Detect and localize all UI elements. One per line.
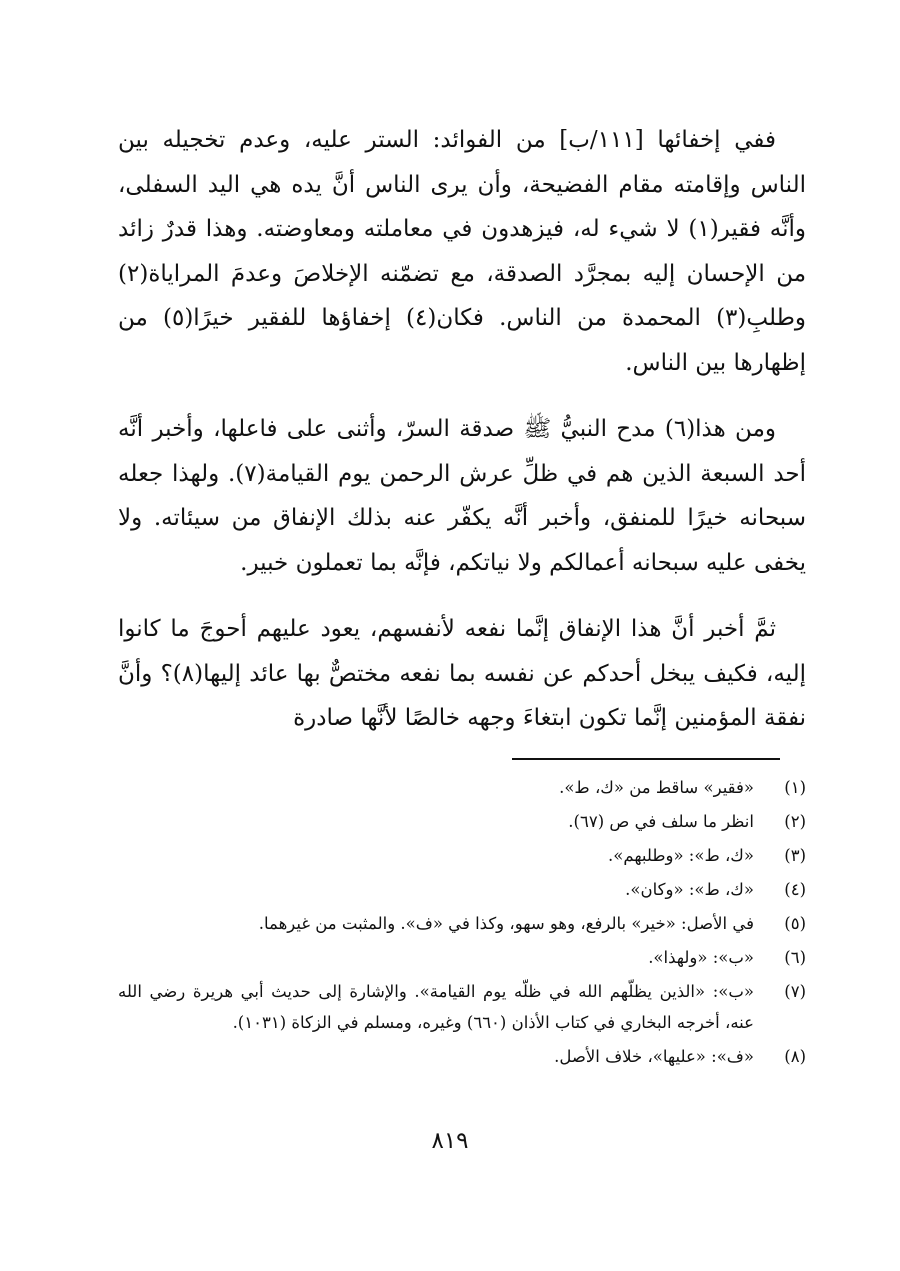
footnote-text: الزكاة (١٠٣١). (232, 1013, 332, 1032)
footnote-number: (٥) (784, 914, 806, 933)
footnote-number: (٦) (784, 948, 806, 967)
footnotes (118, 772, 806, 1075)
footnote-number: (٤) (784, 880, 806, 899)
page-number: ٨١٩ (431, 1128, 469, 1154)
footnote-1 (118, 772, 806, 803)
footnote-7 (118, 976, 806, 1038)
text-line: جعله سبحانه خيرًا للمنفق، وأخبر أنَّه يكفّر عنه بذلك الإنفاق من سيئاته. (118, 460, 807, 531)
footnote-text: «ك، ط»: «وكان». (625, 880, 754, 899)
text-line: إظهارها بين الناس. (625, 349, 806, 376)
footnote-5 (118, 908, 806, 939)
main-text (118, 118, 806, 741)
footnote-number: (٧) (784, 982, 806, 1001)
footnote-text: انظر ما سلف في ص (٦٧). (568, 812, 754, 831)
text-line: فقير(١) لا شيء له، فيزهدون في معاملته ومعاوضته. وهذا قدرٌ زائد من (118, 216, 807, 287)
paragraph-2 (118, 407, 806, 585)
text-line: إليها(٨)؟ وأنَّ نفقة المؤمنين إنَّما تكون ابتغاءَ وجهه خالصًا لأنَّها صادرة (118, 660, 806, 731)
footnote-6 (118, 942, 806, 973)
footnote-text: «ب»: «الذين يظلّهم الله في ظلّه يوم القيامة». والإشارة إلى حديث أبي هريرة (192, 982, 754, 1001)
footnote-3 (118, 840, 806, 871)
footnote-text: في الأصل: «خير» بالرفع، وهو سهو، وكذا في «ف». والمثبت من غيرهما. (258, 914, 754, 933)
footnote-number: (٣) (784, 846, 806, 865)
footnote-4 (118, 874, 806, 905)
footnote-divider (512, 758, 780, 760)
text-line: وطلبِ(٣) المحمدة من الناس. فكان(٤) إخفاؤها للفقير خيرًا(٥) من (118, 305, 806, 331)
footnote-8 (118, 1041, 806, 1072)
paragraph-3 (118, 607, 806, 741)
footnote-text: رضي الله عنه، أخرجه البخاري في كتاب الأذان (٦٦٠) وغيره، ومسلم في (118, 982, 754, 1032)
footnote-text: «ك، ط»: «وطلبهم». (608, 846, 754, 865)
footnote-text: «ب»: «ولهذا». (648, 948, 754, 967)
footnote-number: (١) (784, 778, 806, 797)
paragraph-1 (118, 118, 806, 385)
text-line: ولا يخفى عليه سبحانه أعمالكم ولا نياتكم، فإنَّه بما تعملون خبير. (118, 505, 806, 576)
text-line: ومن هذا(٦) مدح النبيُّ ﷺ صدقة السرّ، وأثنى على فاعلها، وأخبر (152, 416, 776, 442)
footnote-text: «فقير» ساقط من «ك، ط». (559, 778, 754, 797)
footnote-number: (٨) (784, 1047, 806, 1066)
text-line: ثمَّ أخبر أنَّ هذا الإنفاق إنَّما نفعه لأنفسهم، يعود عليهم أحوجَ ما (170, 616, 776, 642)
text-line: أنَّه أحد السبعة الذين هم في ظلِّ عرش الرحمن يوم القيامة(٧). ولهذا (118, 416, 807, 487)
text-line: الإحسان إليه بمجرَّد الصدقة، مع تضمّنه الإخلاصَ وعدمَ المراياة(٢) (118, 260, 765, 287)
text-line: كانوا إليه، فكيف يبخل أحدكم عن نفسه بما نفعه مختصٌّ بها عائد (118, 616, 807, 687)
footnote-number: (٢) (784, 812, 806, 831)
footnote-text: «ف»: «عليها»، خلاف الأصل. (554, 1047, 754, 1066)
footnote-2 (118, 806, 806, 837)
text-line: ففي إخفائها [١١١/ب] من الفوائد: الستر عليه، وعدم تخجيله بين الناس (118, 127, 806, 198)
text-line: وإقامته مقام الفضيحة، وأن يرى الناس أنَّ يده هي اليد السفلى، وأنَّه (118, 171, 807, 242)
